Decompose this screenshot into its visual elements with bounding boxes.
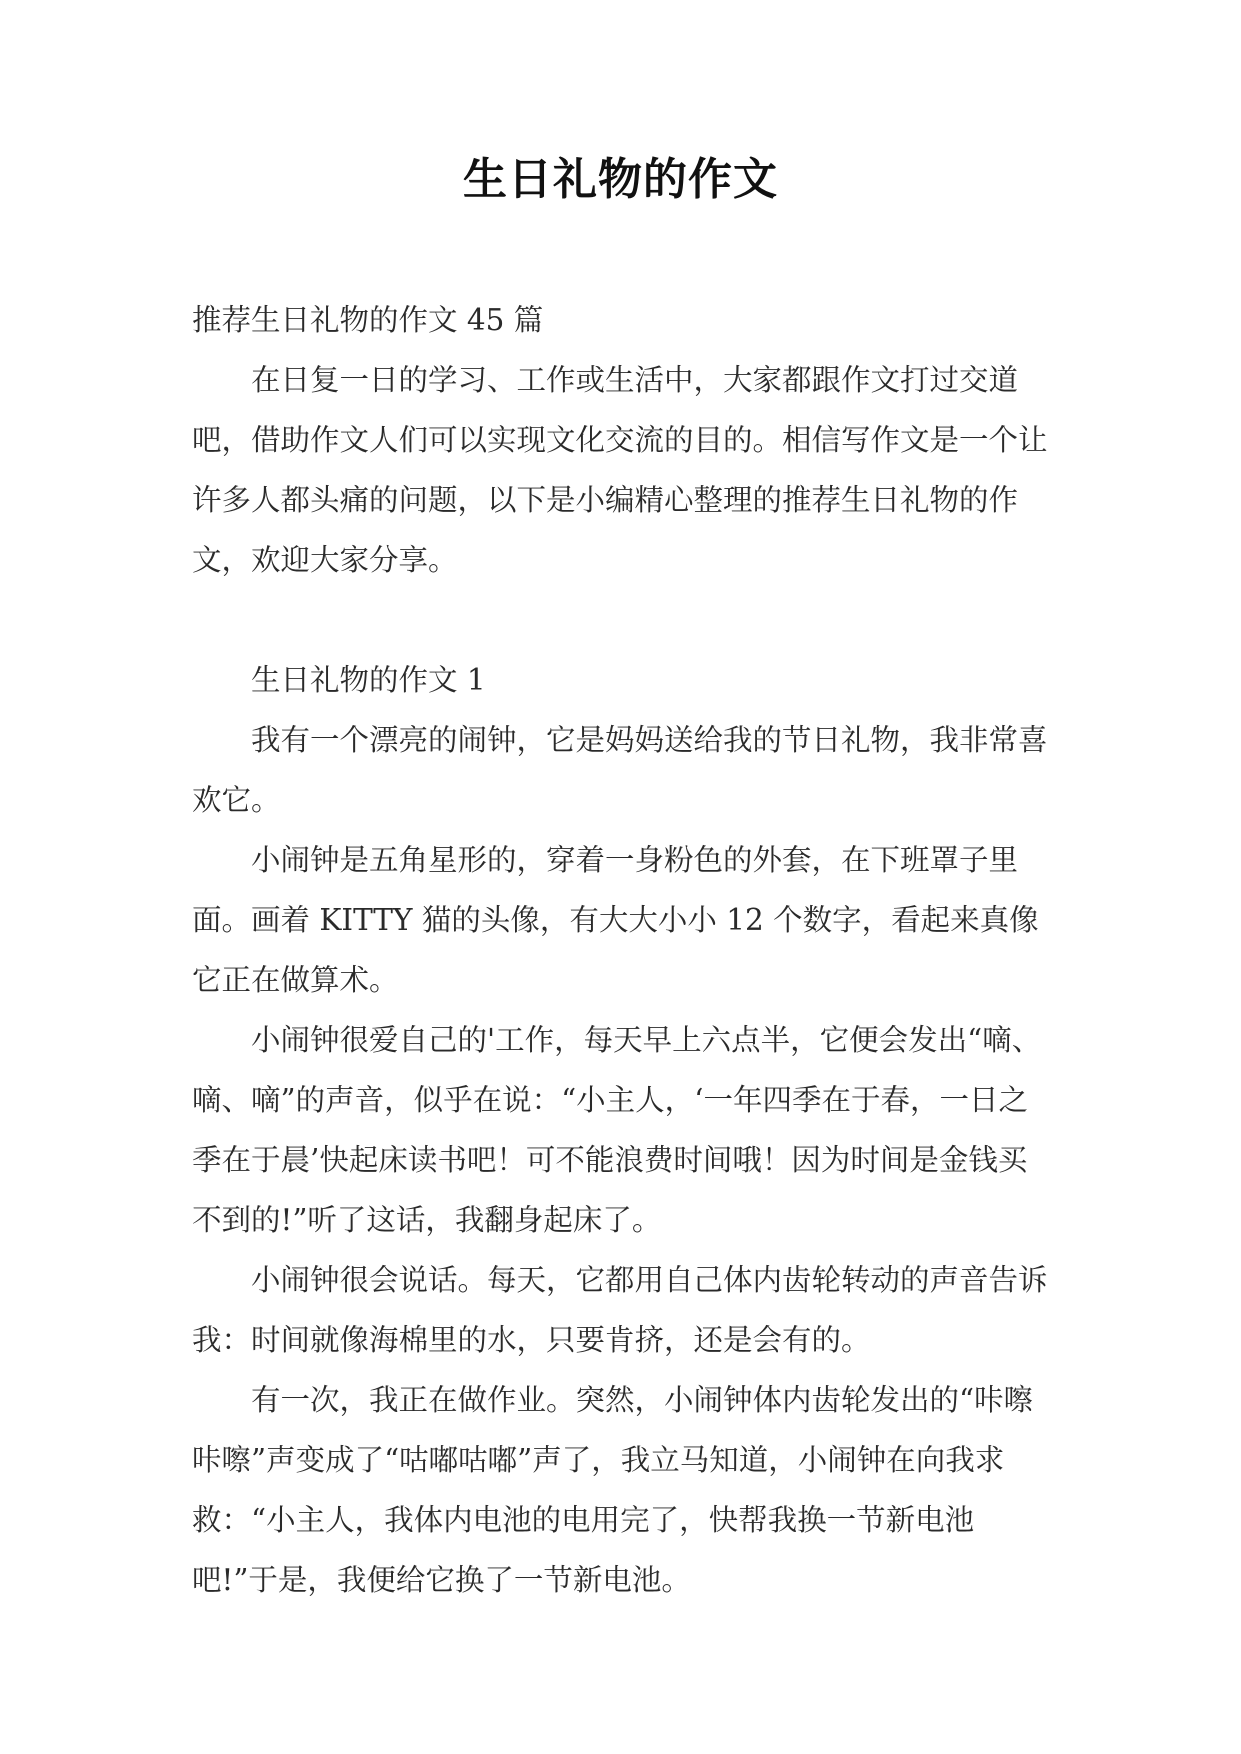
body-paragraph: 小闹钟是五角星形的，穿着一身粉色的外套，在下班罩子里面。画着 KITTY 猫的头像，有大大小小 12 个数字，看起来真像它正在做算术。: [192, 843, 1039, 997]
document-subtitle: 推荐生日礼物的作文 45 篇: [192, 303, 544, 337]
body-paragraph: 小闹钟很爱自己的'工作，每天早上六点半，它便会发出“嘀、嘀、嘀”的声音，似乎在说：“小主人，‘一年四季在于春，一日之季在于晨’快起床读书吧！可不能浪费时间哦！因为时间是金钱买不到的!”听了这话，我翻身起床了。: [192, 1023, 1042, 1237]
document-body: [192, 290, 1052, 1610]
body-paragraph: 有一次，我正在做作业。突然，小闹钟体内齿轮发出的“咔嚓咔嚓”声变成了“咕嘟咕嘟”声了，我立马知道，小闹钟在向我求救：“小主人，我体内电池的电用完了，快帮我换一节新电池吧!”于是，我便给它换了一节新电池。: [192, 1383, 1034, 1597]
document-title: 生日礼物的作文: [463, 154, 778, 205]
section-heading: 生日礼物的作文 1: [251, 663, 486, 697]
body-paragraph: 我有一个漂亮的闹钟，它是妈妈送给我的节日礼物，我非常喜欢它。: [192, 723, 1048, 817]
intro-paragraph: 在日复一日的学习、工作或生活中，大家都跟作文打过交道吧，借助作文人们可以实现文化交流的目的。相信写作文是一个让许多人都头痛的问题，以下是小编精心整理的推荐生日礼物的作文，欢迎大家分享。: [192, 363, 1048, 577]
paragraph-spacer: [192, 590, 1052, 650]
body-paragraph: 小闹钟很会说话。每天，它都用自己体内齿轮转动的声音告诉我：时间就像海棉里的水，只要肯挤，还是会有的。: [192, 1263, 1048, 1357]
